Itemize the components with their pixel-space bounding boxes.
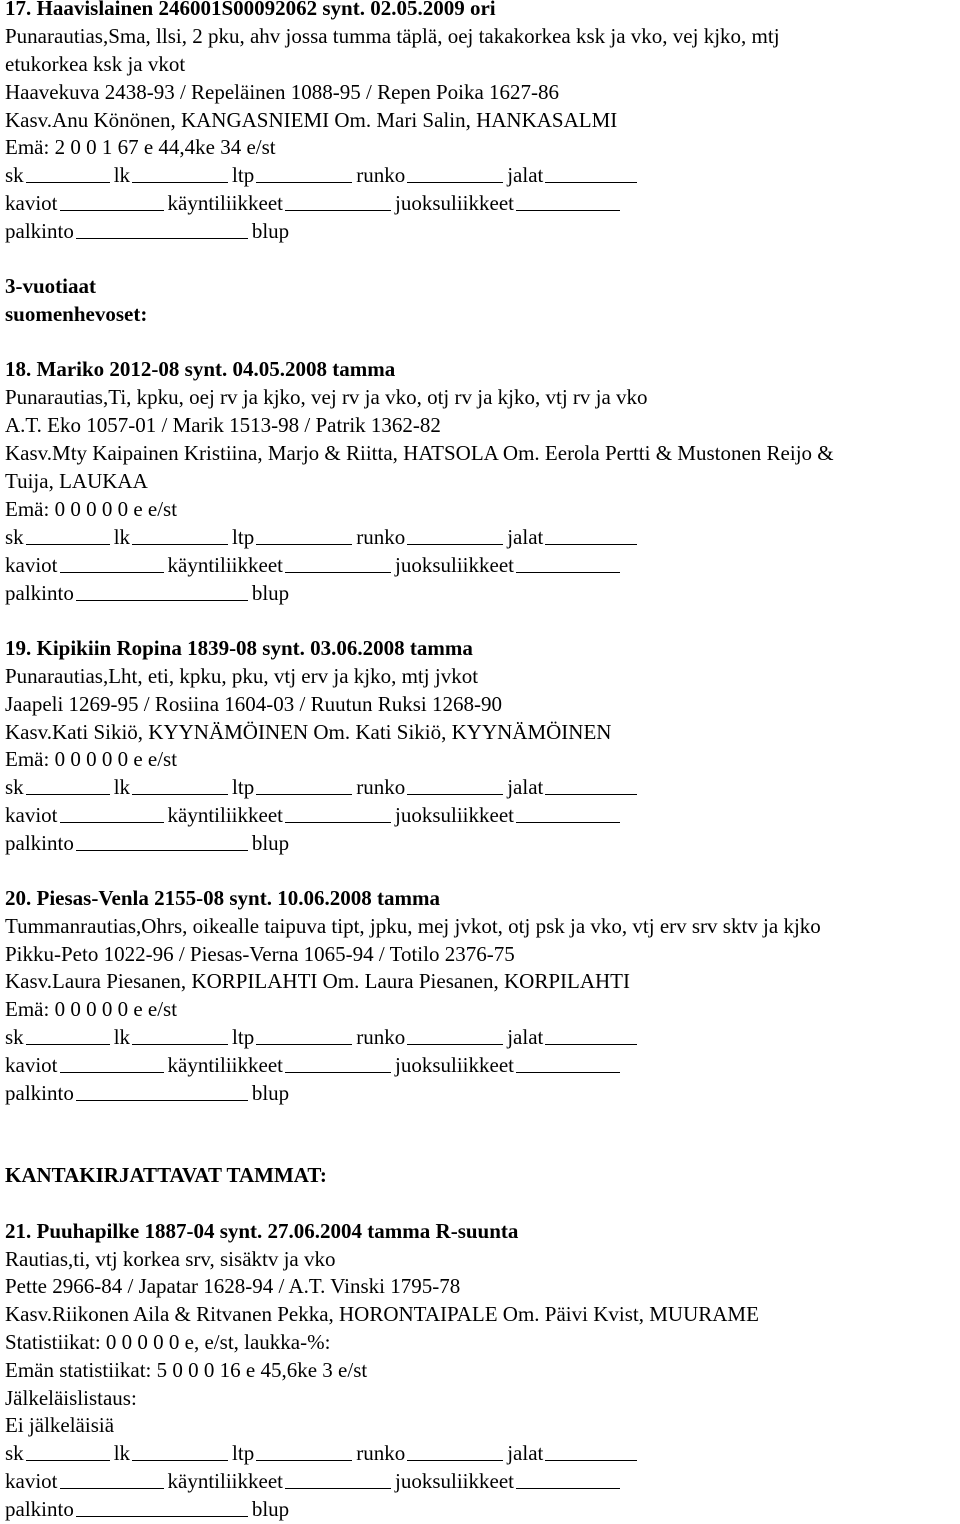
jalat-field[interactable]: [545, 543, 637, 545]
runko-field[interactable]: [407, 181, 503, 183]
kayntiliikkeet-field[interactable]: [285, 1071, 391, 1073]
entry-19-owners: Kasv.Kati Sikiö, KYYNÄMÖINEN Om. Kati Sikiö, KYYNÄMÖINEN: [5, 720, 612, 744]
palkinto-label: palkinto: [5, 219, 74, 243]
entry-19-description: Punarautias,Lht, eti, kpku, pku, vtj erv ja kjko, mtj jvkot: [5, 664, 479, 688]
kayntiliikkeet-field[interactable]: [285, 571, 391, 573]
palkinto-label: palkinto: [5, 1081, 74, 1105]
lk-label: lk: [113, 775, 131, 799]
entry-17-pedigree: Haavekuva 2438-93 / Repeläinen 1088-95 / Repen Poika 1627-86: [5, 80, 560, 104]
jalat-field[interactable]: [545, 1043, 637, 1045]
entry-21-offspring-label: Jälkeläislistaus:: [5, 1386, 137, 1410]
jalat-label: jalat: [507, 1441, 544, 1465]
blup-label: blup: [251, 581, 290, 605]
entry-20-heading: 20. Piesas-Venla 2155-08 synt. 10.06.2008 tamma: [5, 886, 440, 910]
kaviot-field[interactable]: [60, 821, 164, 823]
section-title: KANTAKIRJATTAVAT TAMMAT:: [5, 1163, 327, 1187]
jalat-label: jalat: [507, 775, 544, 799]
entry-21-offspring: Ei jälkeläisiä: [5, 1413, 115, 1437]
sk-field[interactable]: [26, 1459, 110, 1461]
entry-18-owners-cont: Tuija, LAUKAA: [5, 469, 148, 493]
juoksuliikkeet-label: juoksuliikkeet: [394, 1053, 514, 1077]
gait-row: [5, 1053, 624, 1077]
entry-21-heading: 21. Puuhapilke 1887-04 synt. 27.06.2004 tamma R-suunta: [5, 1219, 519, 1243]
ltp-label: ltp: [232, 775, 255, 799]
runko-field[interactable]: [407, 543, 503, 545]
entry-21-owners: Kasv.Riikonen Aila & Ritvanen Pekka, HORONTAIPALE Om. Päivi Kvist, MUURAME: [5, 1302, 759, 1326]
jalat-field[interactable]: [545, 181, 637, 183]
juoksuliikkeet-label: juoksuliikkeet: [394, 1469, 514, 1493]
gait-row: [5, 1469, 624, 1493]
kayntiliikkeet-label: käyntiliikkeet: [167, 191, 283, 215]
juoksuliikkeet-field[interactable]: [516, 1487, 620, 1489]
runko-label: runko: [356, 1025, 406, 1049]
juoksuliikkeet-label: juoksuliikkeet: [394, 803, 514, 827]
entry-18-dam: Emä: 0 0 0 0 0 e e/st: [5, 497, 178, 521]
entry-18-owners: Kasv.Mty Kaipainen Kristiina, Marjo & Riitta, HATSOLA Om. Eerola Pertti & Mustonen Reijo &: [5, 441, 834, 465]
score-row: [5, 163, 641, 187]
score-row: [5, 775, 641, 799]
kaviot-label: kaviot: [5, 553, 58, 577]
blup-label: blup: [251, 1497, 290, 1521]
ltp-field[interactable]: [256, 543, 352, 545]
entry-17-owners: Kasv.Anu Könönen, KANGASNIEMI Om. Mari Salin, HANKASALMI: [5, 108, 618, 132]
score-row: [5, 1025, 641, 1049]
gait-row: [5, 803, 624, 827]
palkinto-label: palkinto: [5, 581, 74, 605]
sk-label: sk: [5, 1025, 24, 1049]
prize-row: [5, 581, 289, 605]
entry-18-pedigree: A.T. Eko 1057-01 / Marik 1513-98 / Patrik 1362-82: [5, 413, 441, 437]
juoksuliikkeet-label: juoksuliikkeet: [394, 553, 514, 577]
entry-20-pedigree: Pikku-Peto 1022-96 / Piesas-Verna 1065-94 / Totilo 2376-75: [5, 942, 515, 966]
runko-label: runko: [356, 1441, 406, 1465]
prize-row: [5, 219, 289, 243]
sk-label: sk: [5, 163, 24, 187]
entry-20-owners: Kasv.Laura Piesanen, KORPILAHTI Om. Laura Piesanen, KORPILAHTI: [5, 969, 630, 993]
entry-21-stats: Statistiikat: 0 0 0 0 0 e, e/st, laukka-%:: [5, 1330, 331, 1354]
kaviot-label: kaviot: [5, 803, 58, 827]
palkinto-field[interactable]: [76, 1099, 248, 1101]
palkinto-field[interactable]: [76, 1515, 248, 1517]
jalat-label: jalat: [507, 163, 544, 187]
jalat-label: jalat: [507, 1025, 544, 1049]
kaviot-field[interactable]: [60, 571, 164, 573]
prize-row: [5, 1081, 289, 1105]
lk-field[interactable]: [132, 1459, 228, 1461]
kaviot-field[interactable]: [60, 1487, 164, 1489]
kaviot-label: kaviot: [5, 1053, 58, 1077]
ltp-field[interactable]: [256, 1459, 352, 1461]
sk-label: sk: [5, 525, 24, 549]
entry-20-dam: Emä: 0 0 0 0 0 e e/st: [5, 997, 178, 1021]
jalat-field[interactable]: [545, 1459, 637, 1461]
kayntiliikkeet-label: käyntiliikkeet: [167, 1053, 283, 1077]
entry-17-description-cont: etukorkea ksk ja vkot: [5, 52, 186, 76]
runko-label: runko: [356, 163, 406, 187]
kaviot-field[interactable]: [60, 209, 164, 211]
palkinto-field[interactable]: [76, 849, 248, 851]
sk-field[interactable]: [26, 181, 110, 183]
gait-row: [5, 191, 624, 215]
lk-field[interactable]: [132, 1043, 228, 1045]
prize-row: [5, 831, 289, 855]
juoksuliikkeet-field[interactable]: [516, 571, 620, 573]
score-row: [5, 525, 641, 549]
entry-20-description: Tummanrautias,Ohrs, oikealle taipuva tipt, jpku, mej jvkot, otj psk ja vko, vtj erv srv sktv ja kjko: [5, 914, 821, 938]
lk-field[interactable]: [132, 793, 228, 795]
palkinto-field[interactable]: [76, 599, 248, 601]
juoksuliikkeet-label: juoksuliikkeet: [394, 191, 514, 215]
palkinto-label: palkinto: [5, 831, 74, 855]
sk-label: sk: [5, 775, 24, 799]
runko-label: runko: [356, 525, 406, 549]
entry-19-pedigree: Jaapeli 1269-95 / Rosiina 1604-03 / Ruutun Ruksi 1268-90: [5, 692, 502, 716]
lk-field[interactable]: [132, 543, 228, 545]
kayntiliikkeet-field[interactable]: [285, 1487, 391, 1489]
sk-label: sk: [5, 1441, 24, 1465]
category-breed: suomenhevoset:: [5, 302, 148, 326]
entry-17-heading: 17. Haavislainen 246001S00092062 synt. 02.05.2009 ori: [5, 0, 496, 20]
ltp-label: ltp: [232, 1441, 255, 1465]
jalat-field[interactable]: [545, 793, 637, 795]
runko-field[interactable]: [407, 793, 503, 795]
lk-label: lk: [113, 525, 131, 549]
kayntiliikkeet-field[interactable]: [285, 821, 391, 823]
entry-21-pedigree: Pette 2966-84 / Japatar 1628-94 / A.T. Vinski 1795-78: [5, 1274, 461, 1298]
ltp-label: ltp: [232, 525, 255, 549]
runko-field[interactable]: [407, 1459, 503, 1461]
entry-18-heading: 18. Mariko 2012-08 synt. 04.05.2008 tamma: [5, 357, 396, 381]
juoksuliikkeet-field[interactable]: [516, 821, 620, 823]
entry-17-description: Punarautias,Sma, llsi, 2 pku, ahv jossa tumma täplä, oej takakorkea ksk ja vko, vej kjko, mtj: [5, 24, 780, 48]
sk-field[interactable]: [26, 543, 110, 545]
ltp-field[interactable]: [256, 1043, 352, 1045]
blup-label: blup: [251, 219, 290, 243]
kaviot-label: kaviot: [5, 191, 58, 215]
lk-field[interactable]: [132, 181, 228, 183]
entry-21-description: Rautias,ti, vtj korkea srv, sisäktv ja vko: [5, 1247, 336, 1271]
sk-field[interactable]: [26, 1043, 110, 1045]
blup-label: blup: [251, 831, 290, 855]
runko-field[interactable]: [407, 1043, 503, 1045]
ltp-field[interactable]: [256, 181, 352, 183]
kayntiliikkeet-label: käyntiliikkeet: [167, 1469, 283, 1493]
entry-19-dam: Emä: 0 0 0 0 0 e e/st: [5, 747, 178, 771]
sk-field[interactable]: [26, 793, 110, 795]
ltp-label: ltp: [232, 163, 255, 187]
entry-17-dam: Emä: 2 0 0 1 67 e 44,4ke 34 e/st: [5, 135, 276, 159]
kayntiliikkeet-label: käyntiliikkeet: [167, 553, 283, 577]
palkinto-field[interactable]: [76, 237, 248, 239]
blup-label: blup: [251, 1081, 290, 1105]
ltp-label: ltp: [232, 1025, 255, 1049]
score-row: [5, 1441, 641, 1465]
runko-label: runko: [356, 775, 406, 799]
entry-19-heading: 19. Kipikiin Ropina 1839-08 synt. 03.06.2008 tamma: [5, 636, 473, 660]
jalat-label: jalat: [507, 525, 544, 549]
kayntiliikkeet-label: käyntiliikkeet: [167, 803, 283, 827]
lk-label: lk: [113, 1441, 131, 1465]
entry-18-description: Punarautias,Ti, kpku, oej rv ja kjko, vej rv ja vko, otj rv ja kjko, vtj rv ja vko: [5, 385, 648, 409]
lk-label: lk: [113, 163, 131, 187]
category-age: 3-vuotiaat: [5, 274, 96, 298]
kaviot-label: kaviot: [5, 1469, 58, 1493]
entry-21-dam-stats: Emän statistiikat: 5 0 0 0 16 e 45,6ke 3 e/st: [5, 1358, 368, 1382]
gait-row: [5, 553, 624, 577]
juoksuliikkeet-field[interactable]: [516, 209, 620, 211]
palkinto-label: palkinto: [5, 1497, 74, 1521]
kayntiliikkeet-field[interactable]: [285, 209, 391, 211]
juoksuliikkeet-field[interactable]: [516, 1071, 620, 1073]
lk-label: lk: [113, 1025, 131, 1049]
ltp-field[interactable]: [256, 793, 352, 795]
kaviot-field[interactable]: [60, 1071, 164, 1073]
prize-row: [5, 1497, 289, 1521]
